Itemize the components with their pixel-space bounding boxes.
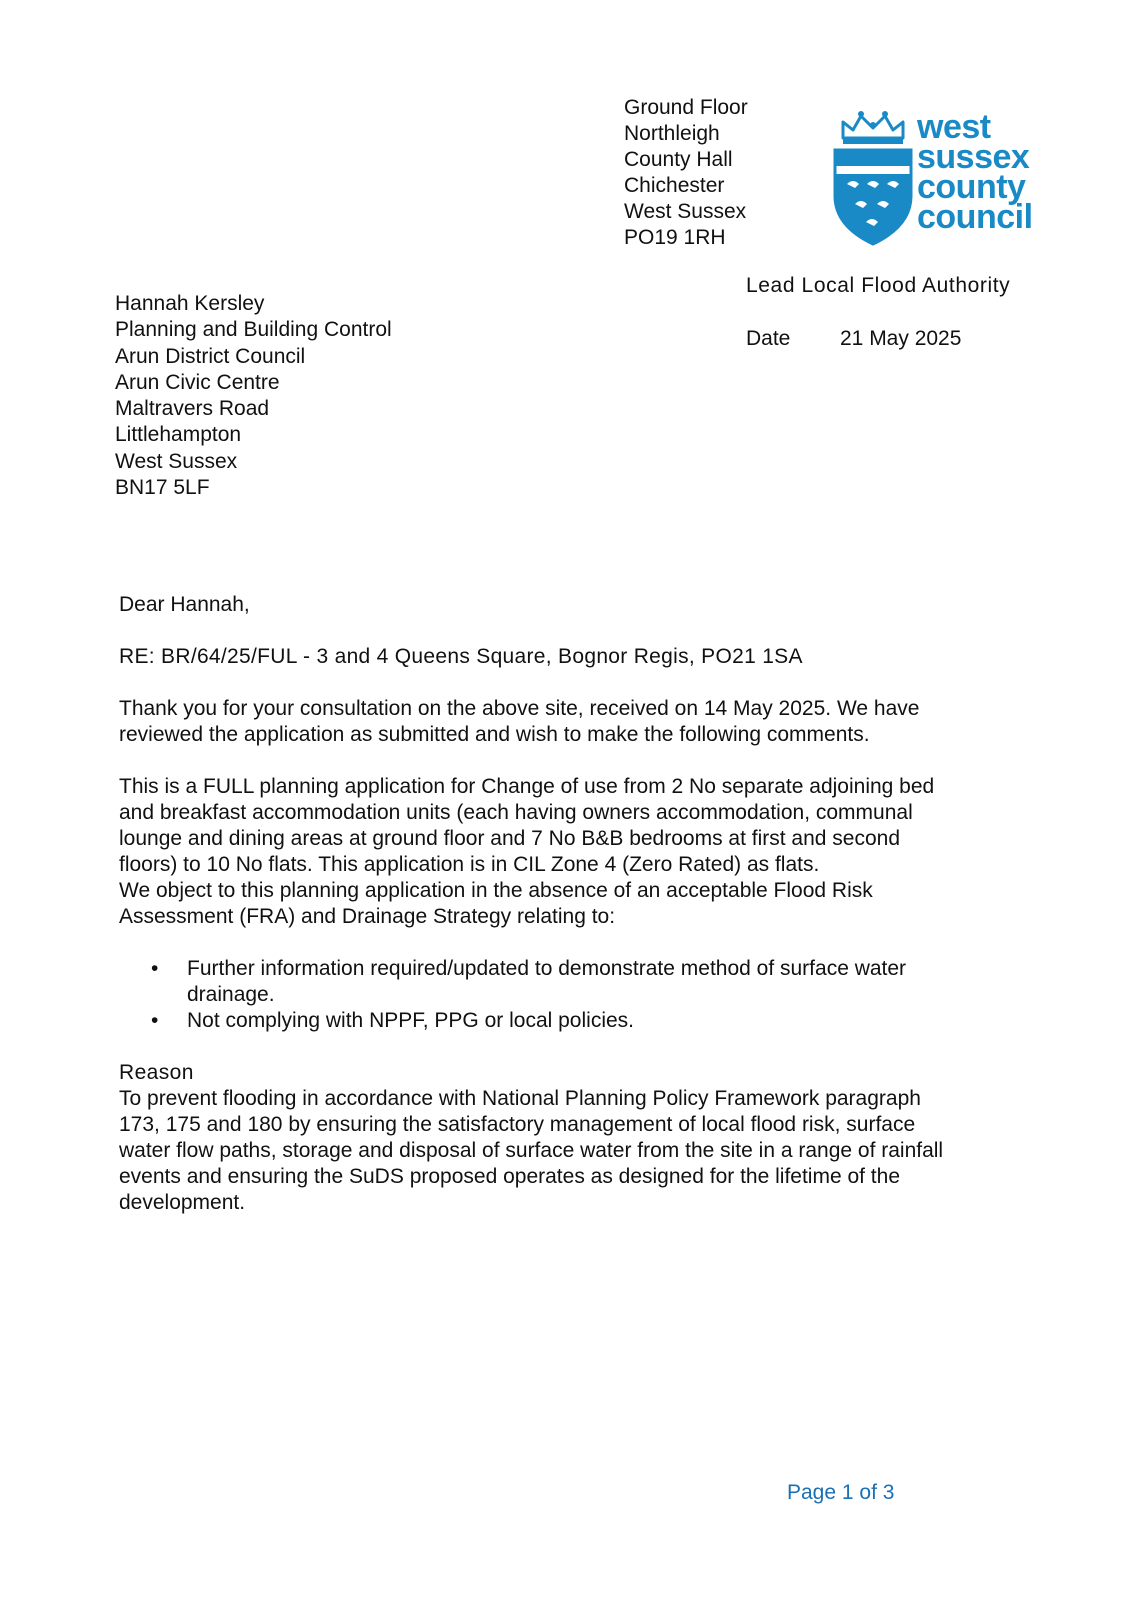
bullet-icon: • — [151, 1009, 159, 1032]
salutation: Dear Hannah, — [119, 593, 250, 616]
letter-body — [119, 592, 1019, 1216]
paragraph-line: lounge and dining areas at ground floor and 7 No B&B bedrooms at first and second — [119, 827, 901, 850]
recipient-address-line: BN17 5LF — [115, 476, 210, 500]
paragraph-line: and breakfast accommodation units (each having owners accommodation, communal — [119, 801, 913, 824]
shield-crest-icon — [833, 108, 913, 248]
paragraph-line: We object to this planning application in the absence of an acceptable Flood Risk — [119, 879, 873, 902]
recipient-address-line: Maltravers Road — [115, 397, 270, 421]
paragraph-line: floors) to 10 No flats. This application is in CIL Zone 4 (Zero Rated) as flats. — [119, 853, 820, 876]
list-item-line: drainage. — [187, 983, 275, 1006]
paragraph-line: development. — [119, 1191, 246, 1214]
paragraph-line: 173, 175 and 180 by ensuring the satisfactory management of local flood risk, surface — [119, 1113, 916, 1136]
authority-name: Lead Local Flood Authority — [746, 274, 1011, 297]
logo-wordmark — [917, 108, 1033, 236]
paragraph-line: reviewed the application as submitted and wish to make the following comments. — [119, 723, 870, 746]
date-value: 21 May 2025 — [840, 327, 962, 350]
paragraph-line: water flow paths, storage and disposal of surface water from the site in a range of rainfall — [119, 1139, 944, 1162]
sender-address-line: Northleigh — [624, 122, 720, 145]
sender-address-line: Chichester — [624, 174, 725, 197]
application-paragraph — [119, 774, 1019, 930]
sender-address — [624, 95, 748, 251]
list-item-line: Further information required/updated to demonstrate method of surface water — [187, 957, 907, 980]
sender-address-line: Ground Floor — [624, 96, 748, 119]
paragraph-line: This is a FULL planning application for Change of use from 2 No separate adjoining bed — [119, 775, 935, 798]
list-item — [119, 956, 1019, 1008]
objection-list — [119, 956, 1019, 1034]
logo-word: sussex — [917, 138, 1030, 176]
paragraph-line: To prevent flooding in accordance with National Planning Policy Framework paragraph — [119, 1087, 921, 1110]
date-label: Date — [746, 327, 791, 350]
recipient-address-line: Arun District Council — [115, 344, 306, 368]
list-item — [119, 1008, 1019, 1034]
sender-address-line: PO19 1RH — [624, 226, 726, 249]
recipient-address-line: Littlehampton — [115, 423, 242, 447]
letter-date — [746, 327, 961, 351]
bullet-icon: • — [151, 957, 159, 980]
sender-address-line: West Sussex — [624, 200, 747, 223]
paragraph-line: Assessment (FRA) and Drainage Strategy relating to: — [119, 905, 616, 928]
intro-paragraph — [119, 696, 1019, 748]
recipient-address-line: Planning and Building Control — [115, 318, 392, 342]
logo-word: west — [917, 108, 991, 146]
list-item-line: Not complying with NPPF, PPG or local policies. — [187, 1009, 634, 1032]
sender-address-line: County Hall — [624, 148, 733, 171]
page-number: Page 1 of 3 — [787, 1481, 895, 1504]
recipient-address-line: Arun Civic Centre — [115, 370, 280, 394]
reason-paragraph — [119, 1086, 1019, 1216]
recipient-address — [115, 291, 392, 501]
subject-line: RE: BR/64/25/FUL - 3 and 4 Queens Square, Bognor Regis, PO21 1SA — [119, 645, 803, 668]
recipient-address-line: West Sussex — [115, 449, 238, 473]
paragraph-line: events and ensuring the SuDS proposed operates as designed for the lifetime of the — [119, 1165, 900, 1188]
paragraph-line: Thank you for your consultation on the above site, received on 14 May 2025. We have — [119, 697, 920, 720]
logo-word: council — [917, 198, 1033, 236]
logo-word: county — [917, 168, 1026, 206]
reason-heading: Reason — [119, 1061, 194, 1084]
council-logo — [833, 108, 1053, 248]
recipient-address-line: Hannah Kersley — [115, 292, 265, 315]
